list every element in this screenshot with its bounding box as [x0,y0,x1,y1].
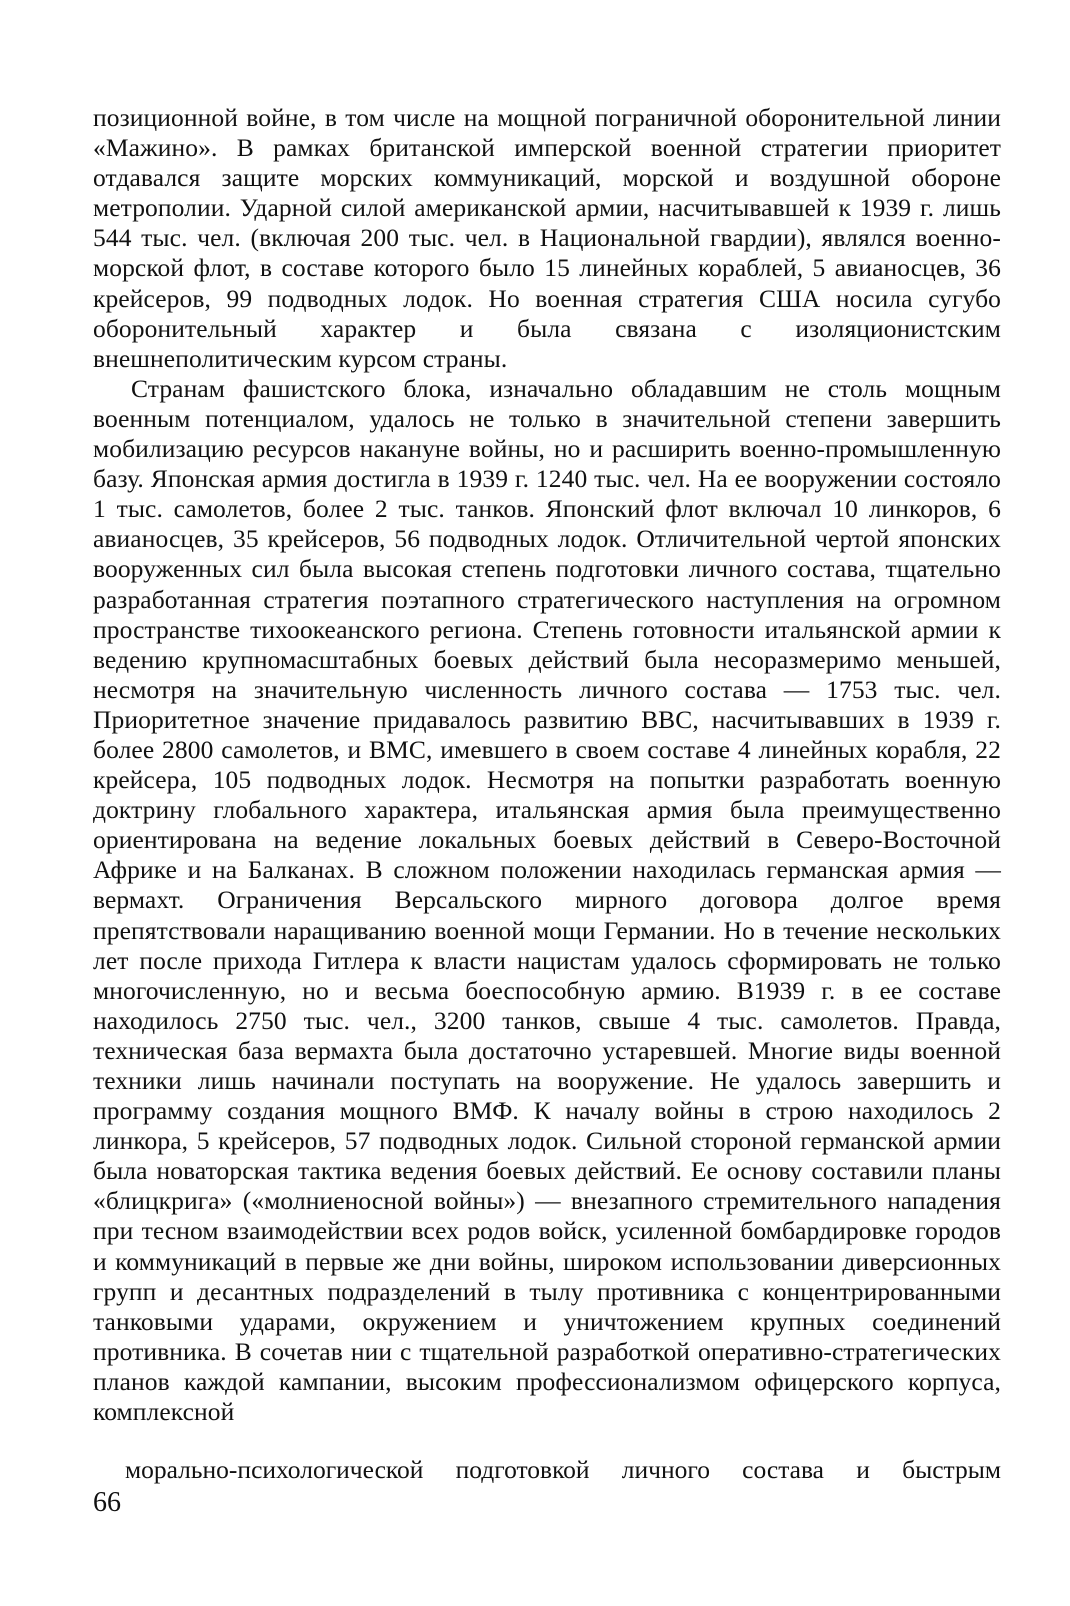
trailing-line: морально-психологической подготовкой личного состава и быстрым [125,1455,1001,1484]
body-text [93,103,1001,1427]
page-number: 66 [93,1487,121,1518]
paragraph-continuation: позиционной войне, в том числе на мощной пограничной оборонительной линии «Мажино». В рамках британской имперской военной стратегии приоритет отдавался защите морских коммуникаций, морской и воздушной обороне метрополии. Ударной силой американской армии, насчитывавшей к 1939 г. лишь 544 тыс. чел. (включая 200 тыс. чел. в Национальной гвардии), являлся военно-морской флот, в составе которого было 15 линейных кораблей, 5 авианосцев, 36 крейсеров, 99 подводных лодок. Но военная стратегия США носила сугубо оборонительный характер и была связана с изоляционистским внешнеполитическим курсом страны. [93,103,1001,373]
paragraph-axis-powers: Странам фашистского блока, изначально обладавшим не столь мощным военным потенциалом, удалось не только в значительной степени завершить мобилизацию ресурсов накануне войны, но и расширить военно-промышленную базу. Японская армия достигла в 1939 г. 1240 тыс. чел. На ее вооружении состояло 1 тыс. самолетов, более 2 тыс. танков. Японский флот включал 10 линкоров, 6 авианосцев, 35 крейсеров, 56 подводных лодок. Отличительной чертой японских вооруженных сил была высокая степень подготовки личного состава, тщательно разработанная стратегия поэтапного стратегического наступления на огромном пространстве тихоокеанского региона. Степень готовности итальянской армии к ведению крупномасштабных боевых действий была несоразмеримо меньшей, несмотря на значительную численность личного состава — 1753 тыс. чел. Приоритетное значение придавалось развитию ВВС, насчитывавших в 1939 г. более 2800 самолетов, и ВМС, имевшего в своем составе 4 линейных корабля, 22 крейсера, 105 подводных лодок. Несмотря на попытки разработать военную доктрину глобального характера, итальянская армия была преимущественно ориентирована на ведение локальных боевых действий в Северо-Восточной Африке и на Балканах. В сложном положении находилась германская армия — вермахт. Ограничения Версальского мирного договора долгое время препятствовали наращиванию военной мощи Германии. Но в течение нескольких лет после прихода Гитлера к власти нацистам удалось сформировать не только многочисленную, но и весьма боеспособную армию. В1939 г. в ее составе находилось 2750 тыс. чел., 3200 танков, свыше 4 тыс. самолетов. Правда, техническая база вермахта была достаточно устаревшей. Многие виды военной техники лишь начинали поступать на вооружение. Не удалось завершить и программу создания мощного ВМФ. К началу войны в строю находилось 2 линкора, 5 крейсеров, 57 подводных лодок. Сильной стороной германской армии была новаторская тактика ведения боевых действий. Ее основу составили планы «блицкрига» («молниеносной войны») — внезапного стремительного нападения при тесном взаимодействии всех родов войск, усиленной бомбардировке городов и коммуникаций в первые же дни войны, широком использовании диверсионных групп и десантных подразделений в тылу противника с концентрированными танковыми ударами, окружением и уничтожением крупных соединений противника. В сочетав нии с тщательной разработкой оперативно-стратегических планов каждой кампании, высоким профессионализмом офицерского корпуса, комплексной [93,373,1001,1427]
